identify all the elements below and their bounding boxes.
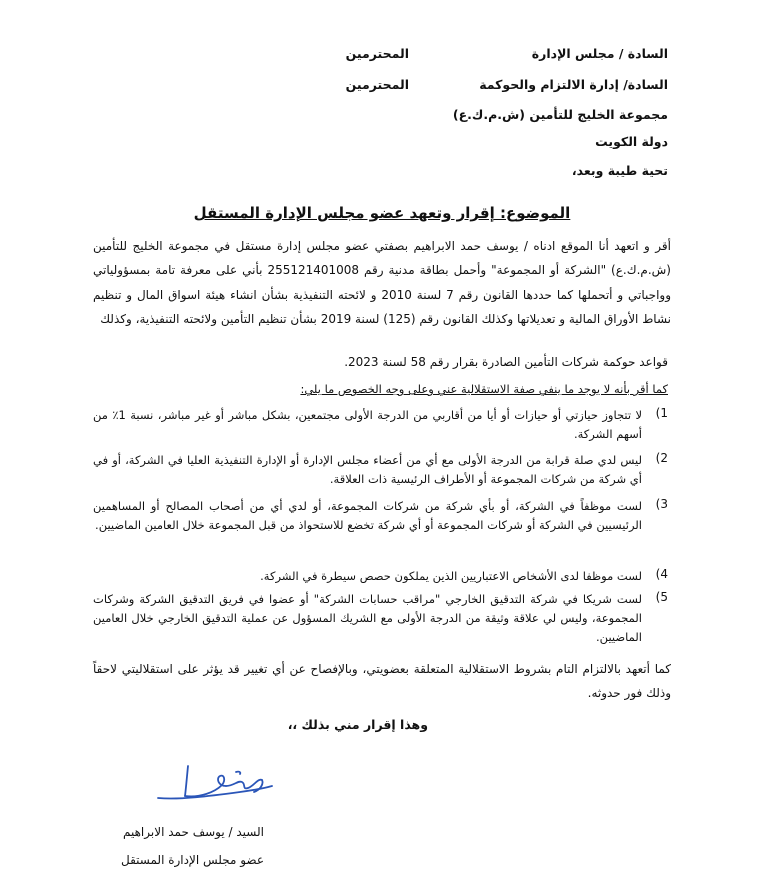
item-number: 3) [655, 497, 668, 511]
handwritten-signature [140, 758, 290, 818]
signatory-name: السيد / يوسف حمد الابراهيم [123, 825, 264, 839]
item-number: 1) [655, 406, 668, 420]
independence-lead: كما أقر بأنه لا يوجد ما ينفي صفة الاستقلالية عني وعلى وجه الخصوص ما يلي: [300, 382, 668, 396]
list-item: لست موظفا لدى الأشخاص الاعتباريين الذين يملكون حصص سيطرة في الشركة. [260, 569, 642, 583]
item-number: 4) [655, 567, 668, 581]
intro-paragraph-tail: قواعد حوكمة شركات التأمين الصادرة بقرار رقم 58 لسنة 2023. [344, 355, 668, 369]
item-number: 2) [655, 451, 668, 465]
closing-paragraph: كما أتعهد بالالتزام التام بشروط الاستقلالية المتعلقة بعضويتي، وبالإفصاح عن أي تغيير قد يؤثر على استقلاليتي لاحقاً وذلك فور حدوثه. [93, 662, 671, 700]
list-item: لست موظفاً في الشركة، أو بأي شركة من شركات المجموعة، أو لدي أي من أصحاب المصالح أو المساهمين الرئيسيين في الشركة أو شركات المجموعة أو أي شركة تخضع للاستحواذ من قبل المجموعة خلال العامين الماضيين. [93, 499, 642, 533]
pledge-line: وهذا إقرار مني بذلك ،، [287, 717, 428, 732]
item-number: 5) [655, 590, 668, 604]
addressee-compliance: السادة/ إدارة الالتزام والحوكمة [479, 77, 668, 92]
addressee-compliance-honorific: المحترمين [345, 77, 409, 92]
intro-paragraph: أقر و اتعهد أنا الموقع ادناه / يوسف حمد الابراهيم بصفتي عضو مجلس إدارة مستقل في مجموعة الخليج للتأمين (ش.م.ك.ع) "الشركة أو المجموعة" وأحمل بطاقة مدنية رقم 255121401008 بأني على معرفة تامة بمسؤولياتي وواجباتي و أتحملها كما حددها القانون رقم 7 لسنة 2010 و لائحته التنفيذية بشأن انشاء هيئة اسواق المال و تنظيم نشاط الأوراق المالية و تعديلاتها وكذلك القانون رقم (125) لسنة 2019 بشأن تنظيم التأمين ولائحته التنفيذية، وكذلك [93, 239, 672, 326]
country-name: دولة الكويت [595, 134, 668, 149]
greeting: تحية طيبة وبعد، [571, 163, 668, 178]
addressee-board: السادة / مجلس الإدارة [531, 46, 668, 61]
list-item: لست شريكا في شركة التدقيق الخارجي "مراقب حسابات الشركة" أو عضوا في فريق التدقيق الشركة وشركات المجموعة، وليس لي علاقة وثيقة من الدرجة الأولى مع الشريك المسؤول عن عملية التدقيق الخارجي خلال العامين الماضيين. [93, 592, 642, 645]
list-item: لا تتجاوز حيازتي أو حيازات أو أيا من أقاربي من الدرجة الأولى مجتمعين، بشكل مباشر أو غير مباشر، نسبة 1٪ من أسهم الشركة. [93, 408, 643, 442]
company-name: مجموعة الخليج للتأمين (ش.م.ك.ع) [452, 107, 668, 122]
addressee-board-honorific: المحترمين [345, 46, 409, 61]
list-item: ليس لدي صلة قرابة من الدرجة الأولى مع أي من أعضاء مجلس الإدارة أو الإدارة التنفيذية العليا في الشركة، أو في أي شركة من شركات المجموعة أو الأطراف الرئيسية ذات العلاقة. [93, 453, 642, 487]
subject-line: الموضوع: إقرار وتعهد عضو مجلس الإدارة المستقل [193, 204, 571, 222]
signatory-role: عضو مجلس الإدارة المستقل [120, 853, 264, 867]
